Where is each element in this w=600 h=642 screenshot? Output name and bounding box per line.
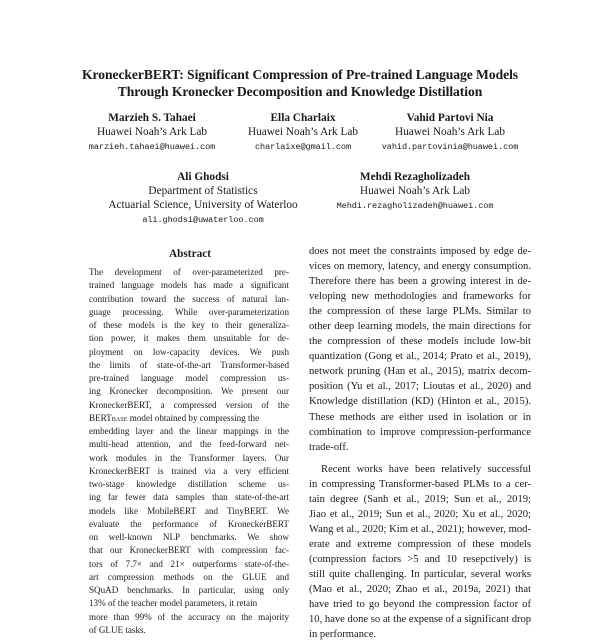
body-line: Knowledge distillation (KD) (Hinton et al., 2015). xyxy=(309,396,531,408)
author-name: Vahid Partovi Nia xyxy=(406,112,494,124)
author-email: Mehdi.rezagholizadeh@huawei.com xyxy=(336,201,494,211)
author-affiliation: Huawei Noah’s Ark Lab xyxy=(96,126,208,138)
author-rezagholizadeh xyxy=(325,170,505,214)
abstract-line: pre-trained language model compression us- xyxy=(89,373,289,383)
abstract-heading: Abstract xyxy=(168,248,212,260)
abstract-line: of these models is the key to their generaliza- xyxy=(89,320,289,330)
abstract-line: on well-known NLP benchmarks. We show xyxy=(89,532,289,542)
author-affiliation-line-1: Department of Statistics xyxy=(148,185,258,197)
body-line: in performance. xyxy=(309,629,377,641)
body-line: the compression of these large PLMs. Similar to xyxy=(309,306,531,318)
body-line: Wang et al., 2020; Kim et al., 2021); however, mod- xyxy=(309,523,531,535)
abstract-line: KroneckerBERT is trained via a very efficient xyxy=(89,465,289,476)
intro-column xyxy=(309,244,531,642)
body-line: the compression of these models include low-bit xyxy=(309,336,531,348)
abstract-body xyxy=(89,266,289,637)
abstract-line: more than 99% of the accuracy on the majority xyxy=(89,611,289,622)
bert-line-rest: model obtained by compressing the xyxy=(127,412,260,423)
author-email: vahid.partovinia@huawei.com xyxy=(381,142,519,152)
body-line: These methods are either used in isolation or in xyxy=(309,411,531,423)
body-line: erate and extreme compression of these models xyxy=(309,538,531,550)
body-line: vices on memory, latency, and energy consumption. xyxy=(309,261,531,273)
body-line: veloping new methodologies and frameworks for xyxy=(309,291,531,303)
author-email: marzieh.tahaei@huawei.com xyxy=(88,142,216,152)
abstract-line: tion power, it makes them unsuitable for de- xyxy=(89,333,289,344)
author-email: charlaixe@gmail.com xyxy=(254,142,352,152)
abstract-line: the limits of state-of-the-art Transformer-based xyxy=(89,359,289,370)
abstract-line: work modules in the Transformer layers. Our xyxy=(89,452,289,463)
abstract-line: trained language models has made a significant xyxy=(89,280,289,291)
author-affiliation-line-2: Actuarial Science, University of Waterloo xyxy=(108,199,298,211)
author-email: ali.ghodsi@uwaterloo.com xyxy=(142,215,264,225)
body-line: (Mao et al., 2020; Zhao et al., 2019a, 2021) that xyxy=(309,584,531,596)
body-line: Recent works have been relatively successful xyxy=(321,463,531,475)
paragraph-gap xyxy=(309,455,531,462)
author-charlaix xyxy=(228,111,378,155)
body-line: Therefore there has been a growing interest in de- xyxy=(309,276,531,288)
author-affiliation: Huawei Noah’s Ark Lab xyxy=(247,126,359,138)
body-line: Jiao et al., 2019; Sun et al., 2020; Xu et al., 2020; xyxy=(309,508,531,520)
author-tahaei xyxy=(72,111,232,155)
body-line: position (Yu et al., 2017; Lioutas et al., 2020) and xyxy=(309,381,531,393)
author-name: Mehdi Rezagholizadeh xyxy=(359,171,471,183)
author-partovi-nia xyxy=(370,111,530,155)
author-name: Marzieh S. Tahaei xyxy=(108,112,196,124)
bert-text: BERT xyxy=(89,412,112,423)
abstract-line: two-stage knowledge distillation scheme us- xyxy=(89,479,289,489)
bert-subscript: BASE xyxy=(111,415,128,423)
abstract-line: ing far fewer data samples than state-of-the-art xyxy=(89,492,289,503)
abstract-line: evaluate the performance of KroneckerBERT xyxy=(89,518,289,529)
body-line: still quite challenging. In particular, several works xyxy=(309,568,531,580)
body-line: combination to improve compression-performance xyxy=(309,426,531,438)
body-line: 10, have done so at the expense of a significant drop xyxy=(309,614,532,626)
abstract-line: models like MobileBERT and TinyBERT. We xyxy=(89,505,289,516)
body-line: does not meet the constraints imposed by edge de- xyxy=(309,246,531,257)
abstract-line: embedding layer and the linear mappings in the xyxy=(89,426,289,436)
abstract-line: tors of 7.7× and 21× outperforms state-of-the- xyxy=(89,558,289,569)
abstract-line: KroneckerBERT, a compressed version of the xyxy=(89,399,289,410)
author-affiliation: Huawei Noah’s Ark Lab xyxy=(359,185,471,197)
title-line-1: KroneckerBERT: Significant Compression of Pre-trained Language Models xyxy=(81,67,519,82)
author-name: Ella Charlaix xyxy=(270,112,336,124)
author-affiliation: Huawei Noah’s Ark Lab xyxy=(394,126,506,138)
body-line: network pruning (Han et al., 2015), matrix decom- xyxy=(309,366,531,378)
abstract-line: multi-head attention, and the feed-forward net- xyxy=(89,439,289,450)
body-line: quantization (Gong et al., 2014; Prato et al., 2019), xyxy=(309,351,531,363)
abstract-line: of GLUE tasks. xyxy=(89,624,146,635)
abstract-line: ing Kronecker decomposition. We present our xyxy=(89,386,289,397)
abstract-line: The development of over-parameterized pre- xyxy=(89,267,289,277)
abstract-line: guage processing. While over-parameterization xyxy=(89,306,289,317)
author-ghodsi xyxy=(98,170,308,228)
abstract-line: art compression methods on the GLUE and xyxy=(89,571,289,582)
abstract-line: contribution toward the success of natural lan- xyxy=(89,293,289,304)
body-line: have tried to go beyond the compression factor of xyxy=(309,599,531,611)
abstract-line: 13% of the teacher model parameters, it retain xyxy=(89,598,258,609)
title-line-2: Through Kronecker Decomposition and Knowledge Distillation xyxy=(117,84,483,99)
abstract-line: ployment on low-capacity devices. We push xyxy=(89,346,289,357)
paper-title xyxy=(40,66,560,100)
body-line: in compressing Transformer-based PLMs to a cer- xyxy=(309,478,531,490)
body-line: trade-off. xyxy=(309,441,349,453)
abstract-line: SQuAD benchmarks. In particular, using only xyxy=(89,585,289,595)
author-name: Ali Ghodsi xyxy=(177,171,229,183)
abstract-line-bert xyxy=(89,412,289,425)
body-line: (compression factors >5 and 10 resepctively) is xyxy=(309,553,531,565)
body-line: tain degree (Sanh et al., 2019; Sun et al., 2019; xyxy=(309,493,531,505)
abstract-line: that our KroneckerBERT with compression fac- xyxy=(89,545,289,556)
body-line: other deep learning models, the main directions for xyxy=(309,321,531,333)
